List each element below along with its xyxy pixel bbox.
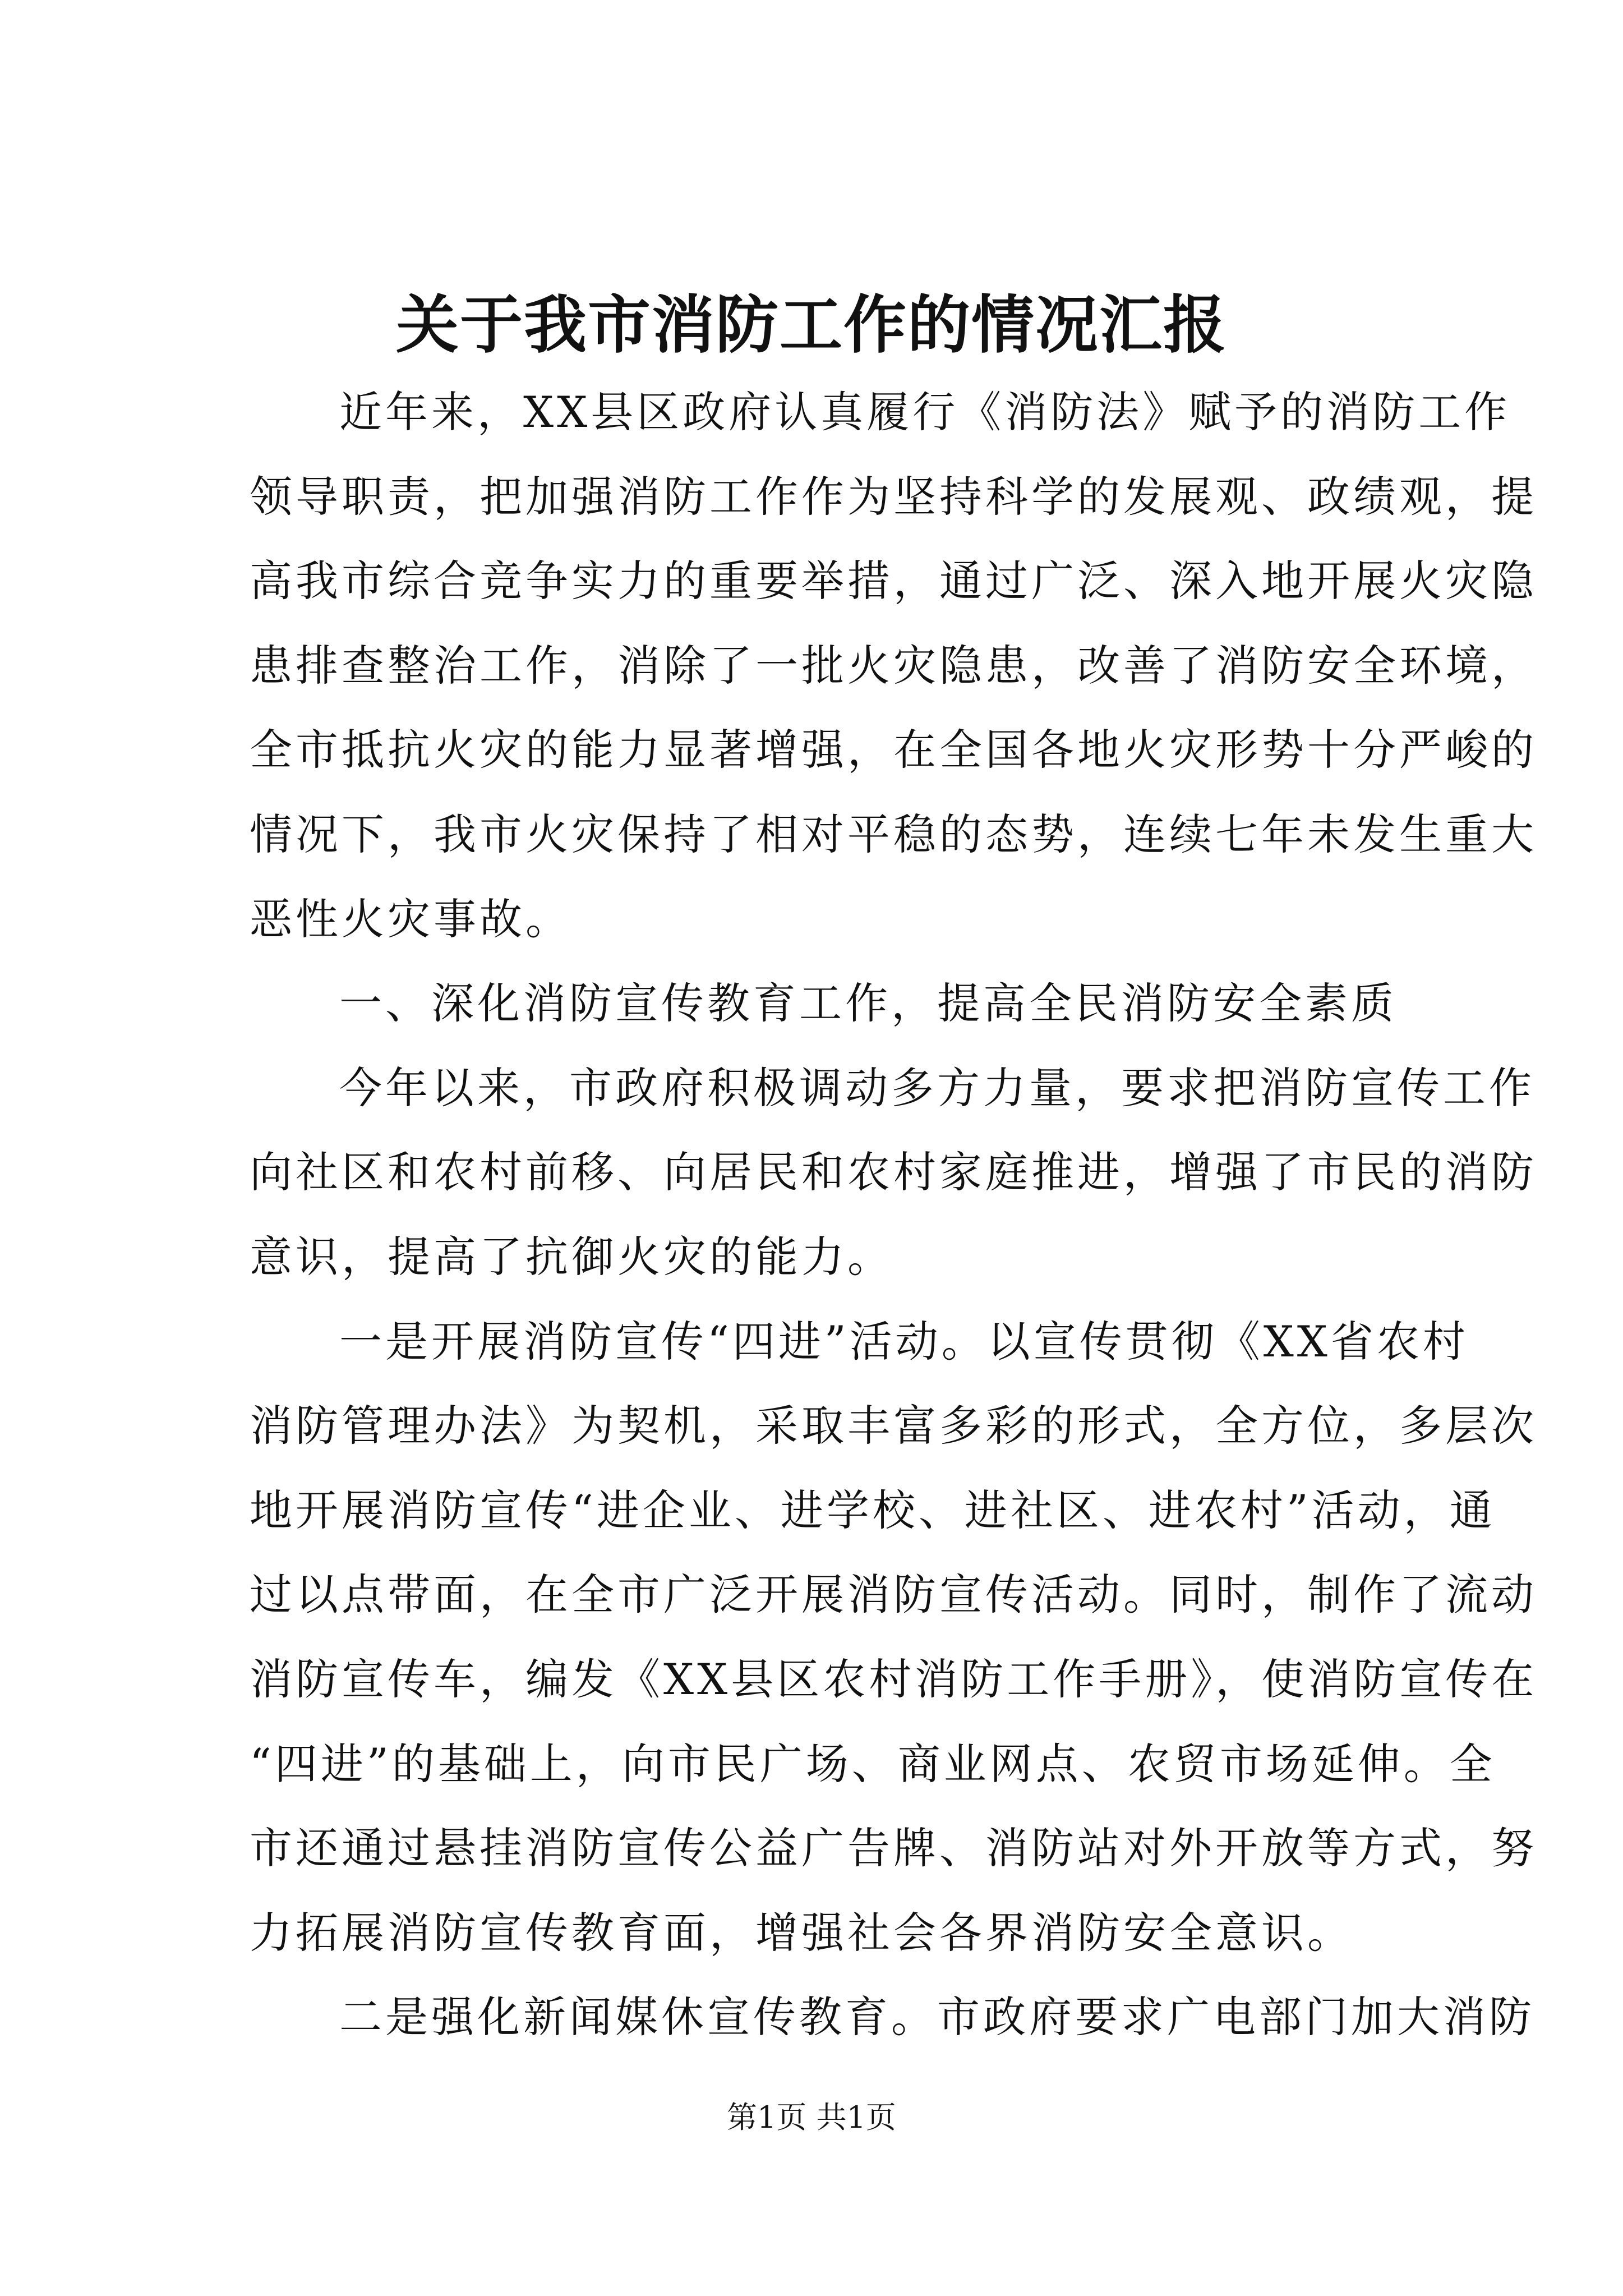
text-line: 消防宣传车，编发《XX县区农村消防工作手册》，使消防宣传在 [250, 1654, 1538, 1704]
text-line: 二是强化新闻媒休宣传教育。市政府要求广电部门加大消防 [339, 1992, 1535, 2042]
text-line: 今年以来，市政府积极调动多方力量，要求把消防宣传工作 [339, 1062, 1535, 1113]
text-line: 力拓展消防宣传教育面，增强社会各界消防安全意识。 [250, 1907, 1353, 1958]
text-line: 地开展消防宣传“进企业、进学校、进社区、进农村”活动，通 [250, 1485, 1496, 1535]
text-line: 高我市综合竞争实力的重要举措，通过广泛、深入地开展火灾隐 [250, 556, 1537, 606]
text-line: 市还通过悬挂消防宣传公益广告牌、消防站对外开放等方式，努 [250, 1823, 1537, 1874]
text-line: “四进”的基础上，向市民广场、商业网点、农贸市场延伸。全 [250, 1738, 1496, 1789]
page-footer: 第1页 共1页 [727, 2100, 896, 2135]
text-line: 一是开展消防宣传“四进”活动。以宣传贯彻《XX省农村 [339, 1316, 1469, 1366]
document-title: 关于我市消防工作的情况汇报 [396, 288, 1227, 362]
text-line: 全市抵抗火灾的能力显著增强，在全国各地火灾形势十分严峻的 [250, 725, 1537, 775]
text-line: 过以点带面，在全市广泛开展消防宣传活动。同时，制作了流动 [250, 1570, 1537, 1620]
text-line: 近年来，XX县区政府认真履行《消防法》赋予的消防工作 [339, 387, 1511, 437]
text-line: 情况下，我市火灾保持了相对平稳的态势，连续七年未发生重大 [250, 809, 1537, 859]
text-line: 向社区和农村前移、向居民和农村家庭推进，增强了市民的消防 [250, 1147, 1537, 1198]
document-body [250, 370, 1538, 2060]
text-line: 意识，提高了抗御火灾的能力。 [250, 1231, 893, 1282]
text-line: 一、深化消防宣传教育工作，提高全民消防安全素质 [339, 978, 1397, 1029]
text-line: 领导职责，把加强消防工作作为坚持科学的发展观、政绩观，提 [250, 471, 1537, 522]
text-line: 恶性火灾事故。 [250, 894, 571, 944]
text-line: 消防管理办法》为契机，采取丰富多彩的形式，全方位，多层次 [250, 1401, 1537, 1451]
text-line: 患排查整治工作，消除了一批火灾隐患，改善了消防安全环境， [250, 640, 1537, 691]
